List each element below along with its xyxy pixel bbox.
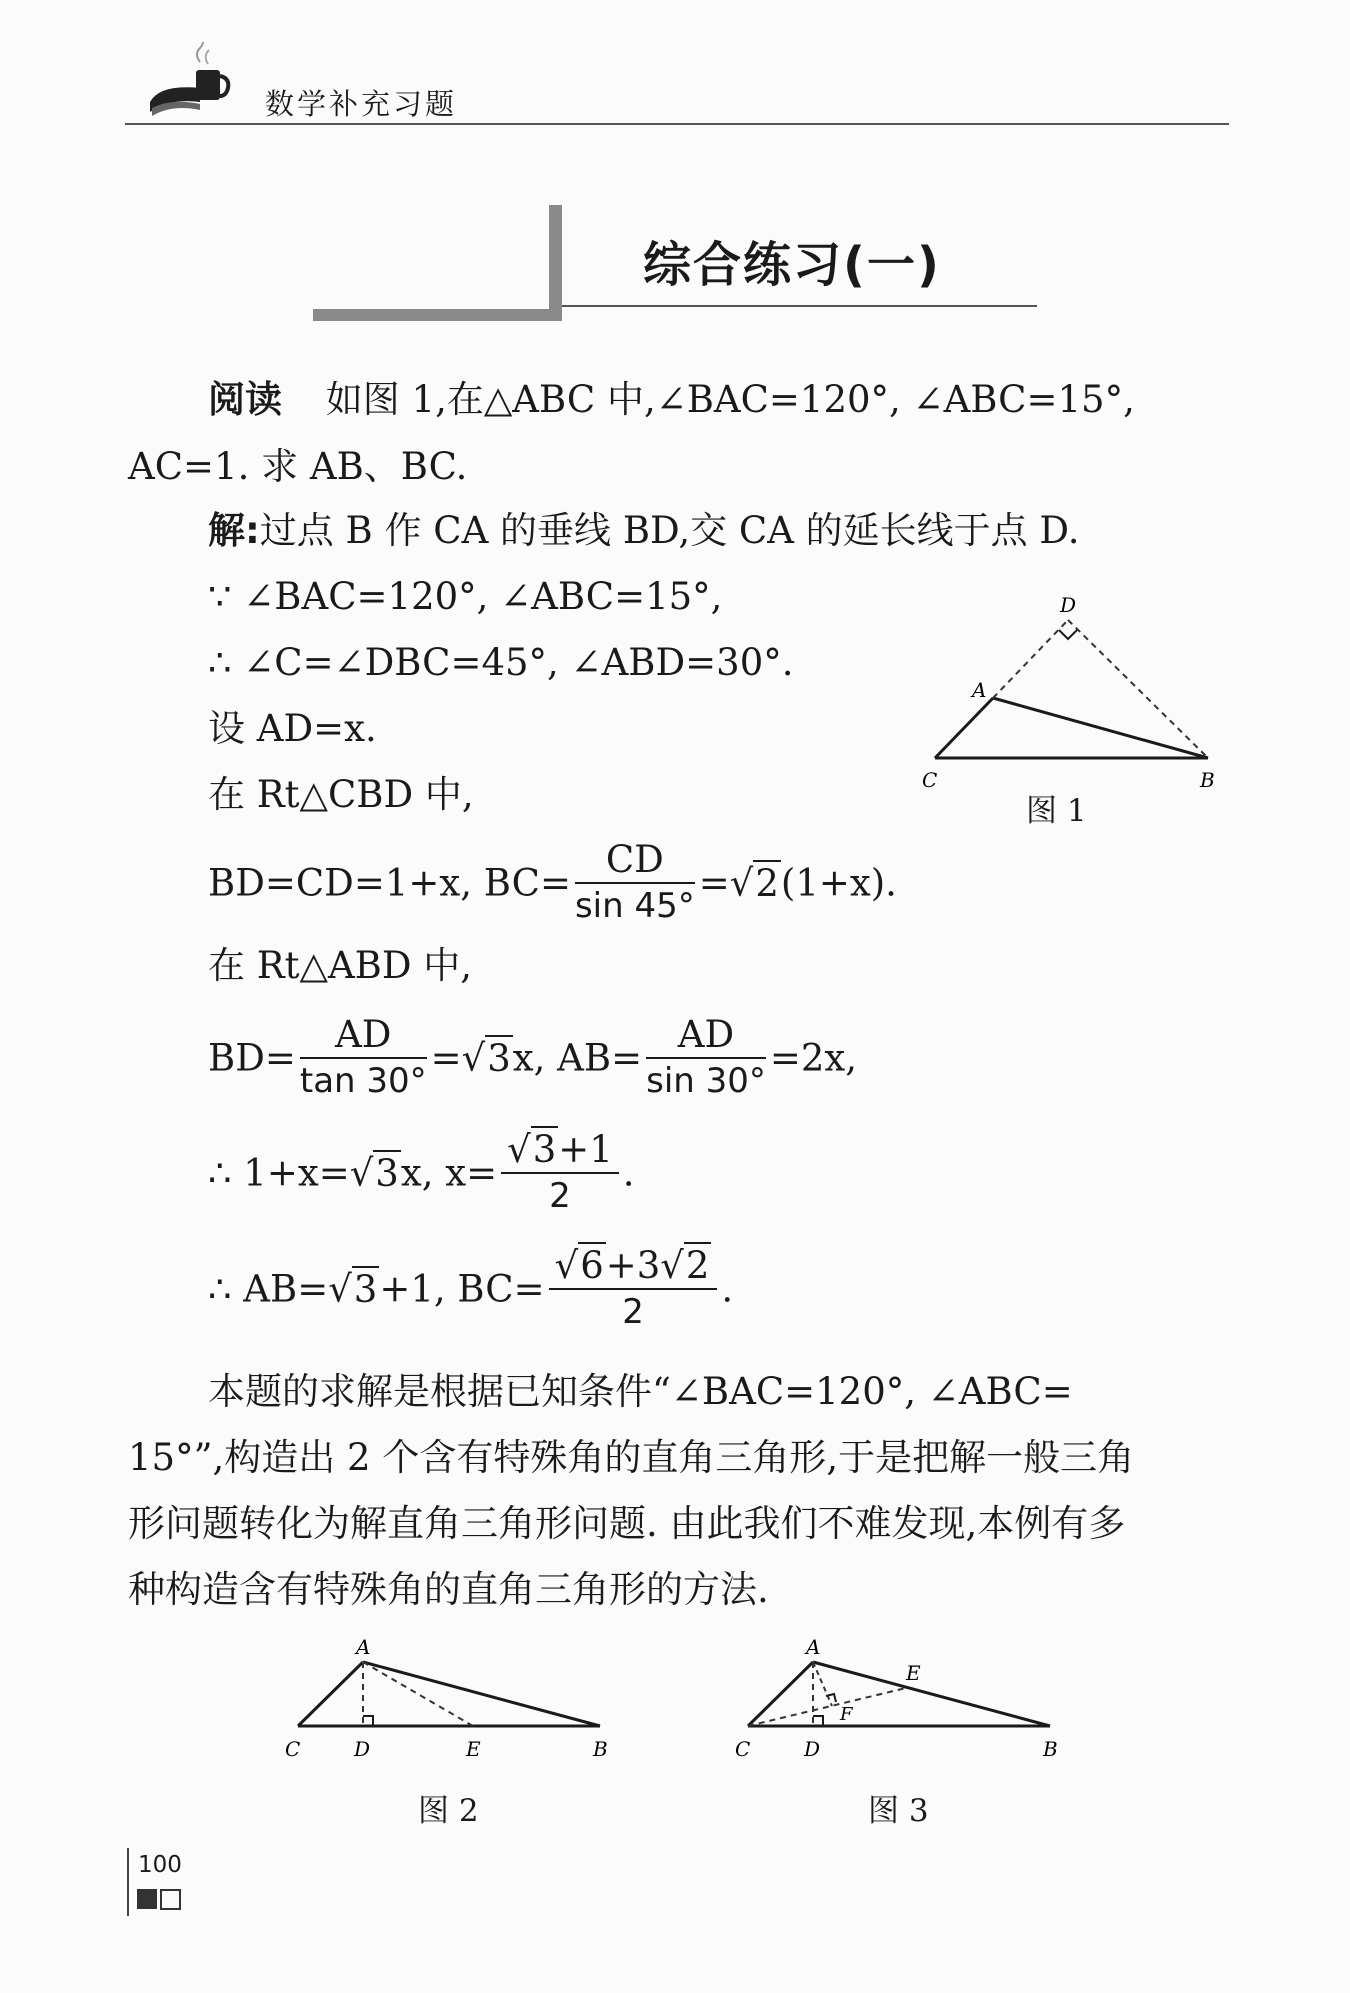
fig2-side-ab — [363, 1662, 600, 1726]
eq3-lhs — [208, 1150, 497, 1195]
eq1-numerator: CD — [575, 838, 695, 884]
fig3-label-d: D — [804, 1737, 821, 1760]
eq3-num-post: +1 — [558, 1128, 613, 1171]
eq3-lhs-radicand: 3 — [375, 1151, 399, 1195]
section-title: 综合练习(一) — [643, 237, 941, 293]
fig1-caption: 图 1 — [1026, 793, 1087, 829]
eq4-fraction — [549, 1244, 718, 1334]
eq4-lhs-pre: ∴ AB=√ — [208, 1267, 352, 1311]
problem-line-2: AC=1. 求 AB、BC. — [128, 445, 468, 488]
title-underline — [562, 305, 1037, 307]
figure-2 — [280, 1630, 620, 1760]
fig2-label-d: D — [354, 1737, 371, 1760]
eq2-numerator-2: AD — [646, 1013, 766, 1059]
fig3-label-b: B — [1043, 1737, 1058, 1760]
eq3-fraction — [501, 1128, 619, 1218]
book-cup-icon — [148, 42, 238, 122]
eq4-num-pre: √ — [554, 1244, 579, 1287]
fig3-label-a: A — [806, 1635, 821, 1659]
footer-square-filled — [137, 1889, 157, 1909]
eq4-num-radicand-1: 6 — [580, 1244, 604, 1287]
eq2-mid-pre: =√ — [430, 1036, 486, 1080]
eq4-num-radicand-2: 2 — [685, 1244, 710, 1287]
commentary-line-3: 形问题转化为解直角三角形问题. 由此我们不难发现,本例有多 — [128, 1502, 1126, 1545]
fig3-label-f: F — [840, 1704, 853, 1725]
fig2-side-ca — [298, 1662, 363, 1726]
eq4-lhs — [208, 1266, 545, 1311]
fig2-label-a: A — [356, 1635, 371, 1659]
fig3-label-c: C — [735, 1737, 751, 1760]
book-title: 数学补充习题 — [265, 87, 458, 121]
solution-because: ∵ ∠BAC=120°, ∠ABC=15°, — [208, 575, 723, 618]
eq3-lhs-post: x, x= — [400, 1151, 498, 1195]
eq4-end: . — [721, 1267, 734, 1311]
solution-in-abd: 在 Rt△ABD 中, — [208, 944, 473, 987]
eq2-mid — [431, 1035, 642, 1080]
eq2-mid-radicand: 3 — [487, 1036, 511, 1080]
eq4-denominator: 2 — [622, 1292, 644, 1332]
eq1-denominator: sin 45° — [574, 886, 695, 926]
fig1-label-a: A — [972, 678, 987, 702]
eq2-numerator-1: AD — [300, 1013, 427, 1059]
title-bar-vertical — [549, 205, 562, 317]
figure-1 — [900, 590, 1240, 805]
eq3-num-radicand: 3 — [532, 1128, 557, 1171]
equation-1 — [208, 838, 897, 928]
fig3-segment-af — [813, 1662, 832, 1706]
fig1-label-d: D — [1060, 593, 1077, 617]
solution-intro — [208, 508, 1080, 554]
figure-3 — [730, 1630, 1070, 1760]
equation-2 — [208, 1013, 857, 1103]
eq2-denominator-2: sin 30° — [646, 1061, 766, 1101]
fig1-right-angle-mark — [1059, 630, 1077, 639]
fig2-caption: 图 2 — [418, 1793, 479, 1829]
eq1-rhs-radicand: 2 — [755, 861, 779, 905]
fig2-label-b: B — [593, 1737, 608, 1760]
eq1-rhs-pre: =√ — [698, 861, 754, 905]
problem-label: 阅读 — [208, 378, 282, 421]
eq1-fraction — [575, 838, 695, 928]
eq3-lhs-pre: ∴ 1+x=√ — [208, 1151, 374, 1195]
fig3-side-ca — [748, 1662, 813, 1726]
equation-3 — [208, 1128, 635, 1218]
page-number: 100 — [138, 1852, 182, 1878]
eq4-lhs-radicand: 3 — [353, 1267, 378, 1311]
equation-4 — [208, 1244, 733, 1334]
fig2-segment-ae — [363, 1662, 473, 1726]
commentary-line-4: 种构造含有特殊角的直角三角形的方法. — [128, 1568, 769, 1611]
solution-let: 设 AD=x. — [208, 707, 377, 750]
fig3-label-e: E — [906, 1661, 921, 1685]
eq2-rhs: =2x, — [769, 1036, 858, 1080]
eq3-numerator — [501, 1128, 619, 1174]
eq2-denominator-1: tan 30° — [299, 1061, 427, 1101]
fig1-label-b: B — [1200, 768, 1215, 792]
eq4-numerator — [549, 1244, 718, 1290]
eq2-mid-post: x, AB= — [512, 1036, 643, 1080]
problem-line-1 — [208, 377, 1135, 423]
eq1-rhs — [699, 860, 897, 905]
eq1-rhs-post: (1+x). — [780, 861, 897, 905]
solution-label: 解: — [208, 509, 260, 552]
fig3-caption: 图 3 — [868, 1793, 929, 1829]
solution-therefore-1: ∴ ∠C=∠DBC=45°, ∠ABD=30°. — [208, 641, 794, 684]
fig1-side-ab — [993, 698, 1208, 758]
title-bar-horizontal — [313, 309, 562, 321]
header-rule — [125, 123, 1229, 125]
commentary-line-2: 15°”,构造出 2 个含有特殊角的直角三角形,于是把解一般三角 — [128, 1436, 1135, 1479]
footer-square-outline — [160, 1889, 181, 1910]
fig1-extension-ad — [993, 620, 1068, 698]
eq1-lhs: BD=CD=1+x, BC= — [208, 861, 571, 905]
footer-rule — [127, 1848, 129, 1916]
solution-in-cbd: 在 Rt△CBD 中, — [208, 773, 474, 816]
fig2-label-e: E — [466, 1737, 481, 1760]
problem-text-1: 如图 1,在△ABC 中,∠BAC=120°, ∠ABC=15°, — [325, 378, 1135, 421]
solution-intro-text: 过点 B 作 CA 的垂线 BD,交 CA 的延长线于点 D. — [259, 509, 1080, 552]
eq2-lhs: BD= — [208, 1036, 296, 1080]
eq3-num-pre: √ — [507, 1128, 531, 1171]
eq4-lhs-post: +1, BC= — [379, 1267, 545, 1311]
eq4-num-mid: +3√ — [605, 1244, 684, 1287]
fig3-segment-ce — [748, 1688, 906, 1726]
fig1-label-c: C — [922, 768, 938, 792]
fig2-label-c: C — [285, 1737, 301, 1760]
commentary-line-1: 本题的求解是根据已知条件“∠BAC=120°, ∠ABC= — [208, 1370, 1073, 1413]
fig1-side-ca — [935, 698, 993, 758]
eq3-end: . — [622, 1151, 635, 1195]
eq3-denominator: 2 — [549, 1176, 571, 1216]
eq2-fraction-1 — [300, 1013, 427, 1103]
eq2-fraction-2 — [646, 1013, 766, 1103]
